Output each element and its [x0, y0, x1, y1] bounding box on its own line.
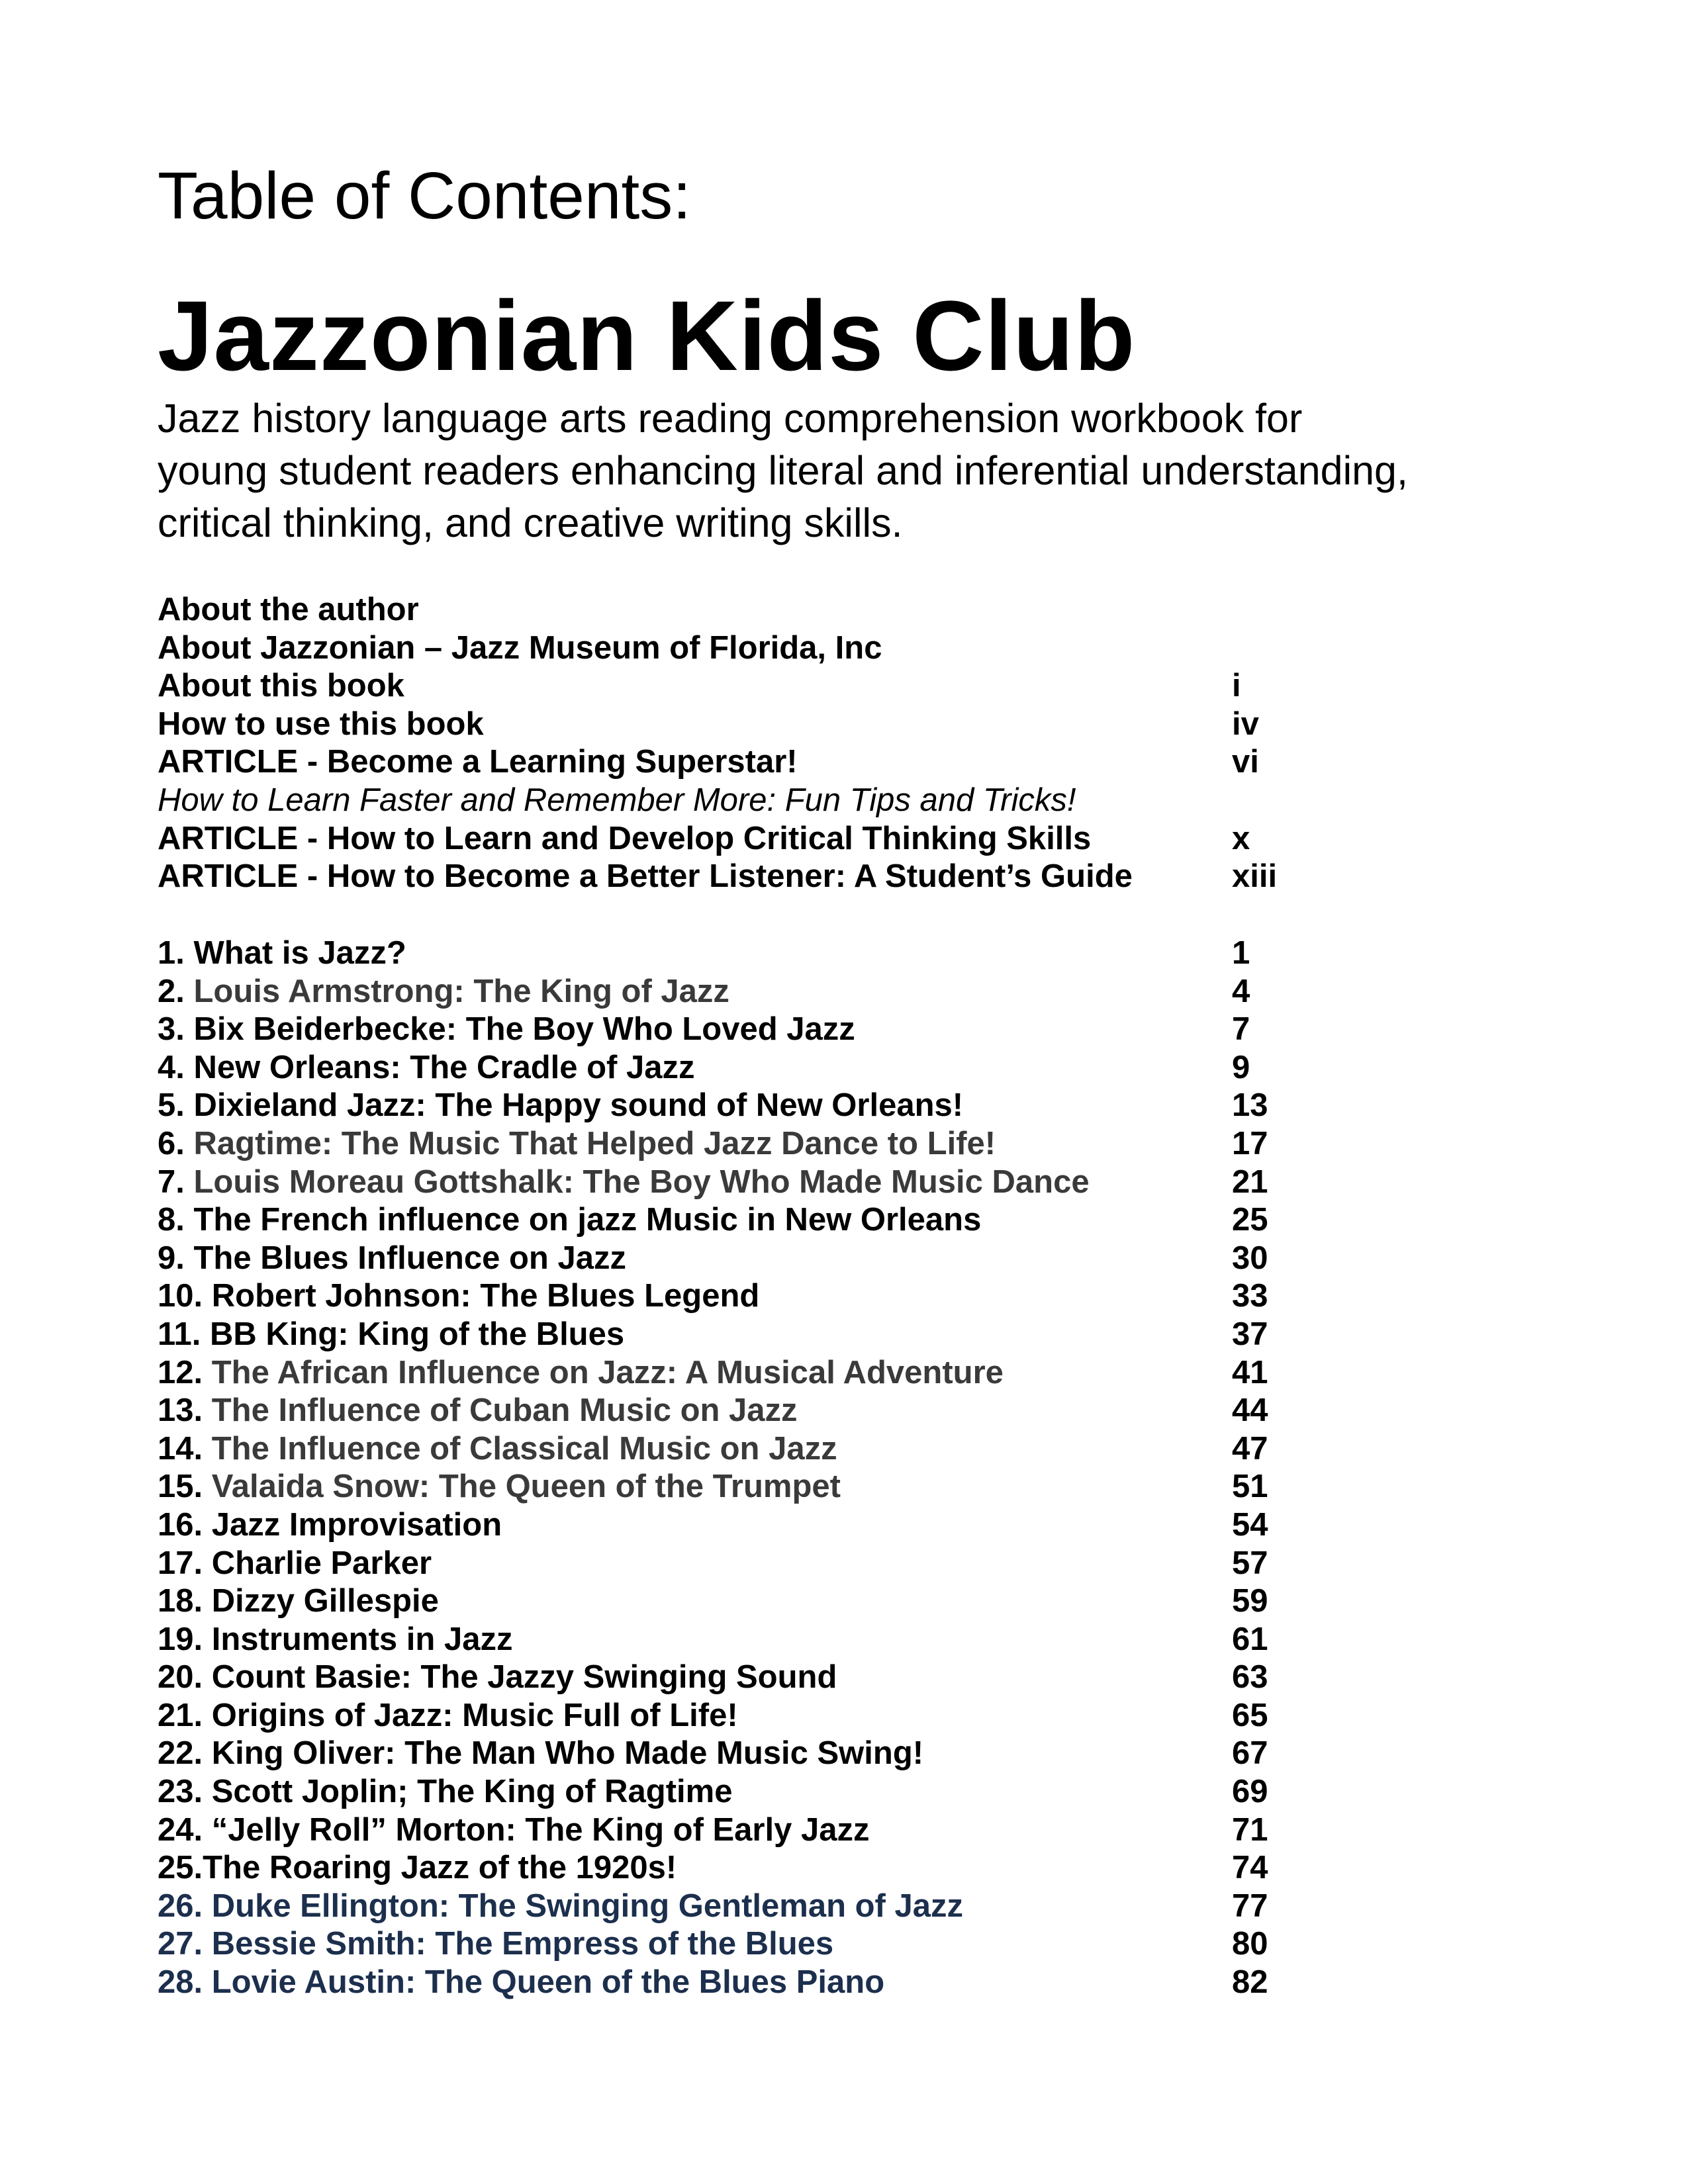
chapter-number: 28.: [158, 1964, 203, 2001]
chapter-page: 59: [1232, 1583, 1268, 1619]
chapter-title-text: The African Influence on Jazz: A Musical Adventure: [211, 1354, 1004, 1390]
chapter-title: [158, 1049, 695, 1087]
chapter-title: [158, 1468, 841, 1506]
chapter-number: 19.: [158, 1621, 203, 1657]
chapter-number: 7.: [158, 1163, 185, 1200]
chapter-title: [158, 1621, 512, 1659]
chapter-title: [158, 1011, 855, 1049]
chapter-page: 74: [1232, 1850, 1268, 1886]
chapter-title: [158, 1354, 1004, 1392]
chapter-title-text: Robert Johnson: The Blues Legend: [211, 1278, 760, 1314]
chapter-title: [158, 1316, 624, 1354]
chapter-title: [158, 1697, 738, 1735]
chapter-entry: [158, 1506, 1581, 1545]
chapter-title-text: Dixieland Jazz: The Happy sound of New Orleans!: [193, 1087, 964, 1124]
chapter-page: 7: [1232, 1011, 1250, 1048]
front-matter-list: [158, 591, 1581, 896]
chapter-list: [158, 934, 1581, 2002]
chapter-title-text: What is Jazz?: [193, 935, 406, 971]
chapter-number: 20.: [158, 1659, 203, 1696]
chapter-title-text: Lovie Austin: The Queen of the Blues Piano: [211, 1964, 885, 2001]
toc-heading: Table of Contents:: [158, 159, 692, 233]
chapter-page: 25: [1232, 1202, 1268, 1238]
chapter-number: 8.: [158, 1202, 185, 1238]
chapter-title-text: Duke Ellington: The Swinging Gentleman of Jazz: [211, 1888, 963, 1924]
chapter-number: 13.: [158, 1392, 203, 1429]
chapter-number: 17.: [158, 1545, 203, 1581]
chapter-number: 23.: [158, 1774, 203, 1810]
chapter-entry: [158, 1735, 1581, 1773]
chapter-page: 17: [1232, 1125, 1268, 1161]
chapter-title-text: BB King: King of the Blues: [210, 1316, 625, 1352]
chapter-entry: [158, 1697, 1581, 1735]
chapter-title-text: Origins of Jazz: Music Full of Life!: [211, 1697, 738, 1733]
book-title: Jazzonian Kids Club: [158, 280, 1136, 391]
chapter-title-text: Louis Moreau Gottshalk: The Boy Who Made Music Dance: [193, 1163, 1090, 1200]
chapter-title-text: King Oliver: The Man Who Made Music Swing!: [211, 1735, 924, 1772]
chapter-title-text: The Influence of Classical Music on Jazz: [211, 1430, 837, 1467]
entry-title: ARTICLE - How to Become a Better Listener: A Student’s Guide: [158, 858, 1133, 895]
chapter-title-text: Dizzy Gillespie: [211, 1583, 439, 1619]
chapter-page: 1: [1232, 935, 1250, 971]
chapter-page: 82: [1232, 1964, 1268, 2001]
chapter-page: 4: [1232, 973, 1250, 1009]
subtitle-line: Jazz history language arts reading comprehension workbook for: [158, 396, 1303, 441]
chapter-page: 65: [1232, 1697, 1268, 1733]
chapter-page: 37: [1232, 1316, 1268, 1352]
chapter-entry: [158, 1392, 1581, 1430]
chapter-number: 6.: [158, 1125, 185, 1161]
chapter-entry: [158, 1087, 1581, 1125]
chapter-entry: [158, 1468, 1581, 1506]
entry-page: vi: [1232, 744, 1259, 780]
chapter-title: [158, 1773, 732, 1811]
chapter-number: 9.: [158, 1240, 185, 1276]
chapter-page: 9: [1232, 1049, 1250, 1085]
chapter-number: 16.: [158, 1506, 203, 1543]
chapter-page: 67: [1232, 1735, 1268, 1772]
chapter-page: 61: [1232, 1621, 1268, 1657]
chapter-page: 57: [1232, 1545, 1268, 1581]
chapter-entry: [158, 1201, 1581, 1240]
chapter-entry: [158, 1964, 1581, 2002]
chapter-title: [158, 1811, 869, 1850]
chapter-title-text: The French influence on jazz Music in New Orleans: [193, 1202, 982, 1238]
toc-entry: [158, 629, 1581, 668]
entry-title: How to use this book: [158, 705, 484, 742]
chapter-page: 13: [1232, 1087, 1268, 1124]
chapter-title: [158, 1277, 759, 1316]
chapter-title: [158, 1163, 1090, 1202]
toc-entry: [158, 820, 1581, 858]
chapter-title-text: Valaida Snow: The Queen of the Trumpet: [211, 1469, 841, 1505]
chapter-title: [158, 934, 406, 973]
chapter-number: 15.: [158, 1469, 203, 1505]
chapter-title: [158, 1582, 439, 1621]
chapter-title-text: New Orleans: The Cradle of Jazz: [193, 1049, 695, 1085]
chapter-title: [158, 973, 729, 1011]
chapter-title-text: Ragtime: The Music That Helped Jazz Dance to Life!: [193, 1125, 996, 1161]
chapter-entry: [158, 1316, 1581, 1354]
chapter-entry: [158, 934, 1581, 973]
chapter-entry: [158, 1163, 1581, 1202]
chapter-title: [158, 1659, 837, 1697]
chapter-page: 63: [1232, 1659, 1268, 1696]
chapter-title-text: Instruments in Jazz: [211, 1621, 513, 1657]
chapter-page: 80: [1232, 1926, 1268, 1962]
book-subtitle: [158, 392, 1581, 549]
chapter-title-text: The Roaring Jazz of the 1920s!: [203, 1850, 677, 1886]
chapter-number: 14.: [158, 1430, 203, 1467]
chapter-title: [158, 1849, 677, 1888]
chapter-page: 33: [1232, 1278, 1268, 1314]
toc-entry-subtitle: [158, 782, 1581, 820]
chapter-title-text: “Jelly Roll” Morton: The King of Early Jazz: [211, 1811, 870, 1848]
subtitle-line: critical thinking, and creative writing skills.: [158, 500, 903, 545]
chapter-number: 12.: [158, 1354, 203, 1390]
chapter-title: [158, 1506, 502, 1545]
chapter-number: 2.: [158, 973, 185, 1009]
chapter-entry: [158, 1888, 1581, 1926]
chapter-number: 22.: [158, 1735, 203, 1772]
toc-entry: [158, 705, 1581, 744]
entry-title: ARTICLE - Become a Learning Superstar!: [158, 744, 798, 780]
chapter-number: 11.: [158, 1316, 201, 1352]
chapter-title-text: The Influence of Cuban Music on Jazz: [211, 1392, 798, 1429]
entry-title: About this book: [158, 668, 404, 704]
chapter-title-text: Bix Beiderbecke: The Boy Who Loved Jazz: [193, 1011, 855, 1048]
chapter-number: 5.: [158, 1087, 185, 1124]
toc-entry: [158, 743, 1581, 782]
chapter-number: 18.: [158, 1583, 203, 1619]
chapter-entry: [158, 1582, 1581, 1621]
chapter-title-text: The Blues Influence on Jazz: [193, 1240, 626, 1276]
chapter-page: 51: [1232, 1469, 1268, 1505]
chapter-title-text: Jazz Improvisation: [211, 1506, 502, 1543]
chapter-title: [158, 1964, 884, 2002]
chapter-title-text: Scott Joplin; The King of Ragtime: [211, 1774, 733, 1810]
entry-title: About Jazzonian – Jazz Museum of Florida, Inc: [158, 629, 882, 666]
chapter-number: 24.: [158, 1811, 203, 1848]
chapter-title: [158, 1087, 963, 1125]
chapter-page: 41: [1232, 1354, 1268, 1390]
subtitle-line: young student readers enhancing literal and inferential understanding,: [158, 448, 1408, 493]
chapter-page: 77: [1232, 1888, 1268, 1924]
chapter-entry: [158, 1430, 1581, 1469]
chapter-number: 10.: [158, 1278, 203, 1314]
chapter-title-text: Count Basie: The Jazzy Swinging Sound: [211, 1659, 837, 1696]
entry-page: x: [1232, 820, 1250, 856]
chapter-entry: [158, 973, 1581, 1011]
chapter-number: 27.: [158, 1926, 203, 1962]
chapter-title: [158, 1392, 798, 1430]
chapter-title-text: Louis Armstrong: The King of Jazz: [193, 973, 729, 1009]
chapter-page: 69: [1232, 1774, 1268, 1810]
chapter-title: [158, 1925, 833, 1964]
entry-page: xiii: [1232, 858, 1278, 895]
entry-title: ARTICLE - How to Learn and Develop Critical Thinking Skills: [158, 820, 1092, 856]
chapter-entry: [158, 1773, 1581, 1811]
chapter-entry: [158, 1925, 1581, 1964]
chapter-number: 26.: [158, 1888, 203, 1924]
toc-entry: [158, 591, 1581, 629]
entry-page: i: [1232, 668, 1241, 704]
chapter-entry: [158, 1659, 1581, 1697]
chapter-entry: [158, 1811, 1581, 1850]
chapter-number: 21.: [158, 1697, 203, 1733]
chapter-entry: [158, 1011, 1581, 1049]
chapter-number: 1.: [158, 935, 185, 971]
chapter-entry: [158, 1240, 1581, 1278]
chapter-number: 4.: [158, 1049, 185, 1085]
chapter-title: [158, 1240, 626, 1278]
entry-title: How to Learn Faster and Remember More: Fun Tips and Tricks!: [158, 782, 1076, 818]
toc-entry: [158, 667, 1581, 705]
chapter-page: 71: [1232, 1811, 1268, 1848]
chapter-entry: [158, 1125, 1581, 1163]
entry-title: About the author: [158, 592, 419, 627]
chapter-title-text: Charlie Parker: [211, 1545, 432, 1581]
chapter-page: 44: [1232, 1392, 1268, 1429]
chapter-title: [158, 1735, 923, 1773]
chapter-title-text: Bessie Smith: The Empress of the Blues: [211, 1926, 834, 1962]
chapter-title: [158, 1125, 996, 1163]
chapter-page: 30: [1232, 1240, 1268, 1276]
chapter-page: 21: [1232, 1163, 1268, 1200]
chapter-title: [158, 1888, 963, 1926]
chapter-number: 25.: [158, 1850, 203, 1886]
toc-entry: [158, 858, 1581, 896]
chapter-page: 54: [1232, 1506, 1268, 1543]
chapter-number: 3.: [158, 1011, 185, 1048]
chapter-page: 47: [1232, 1430, 1268, 1467]
chapter-entry: [158, 1354, 1581, 1392]
chapter-entry: [158, 1277, 1581, 1316]
chapter-entry: [158, 1545, 1581, 1583]
chapter-title: [158, 1430, 837, 1469]
chapter-title: [158, 1201, 981, 1240]
chapter-title: [158, 1545, 432, 1583]
entry-page: iv: [1232, 705, 1259, 742]
chapter-entry: [158, 1049, 1581, 1087]
chapter-entry: [158, 1621, 1581, 1659]
chapter-entry: [158, 1849, 1581, 1888]
